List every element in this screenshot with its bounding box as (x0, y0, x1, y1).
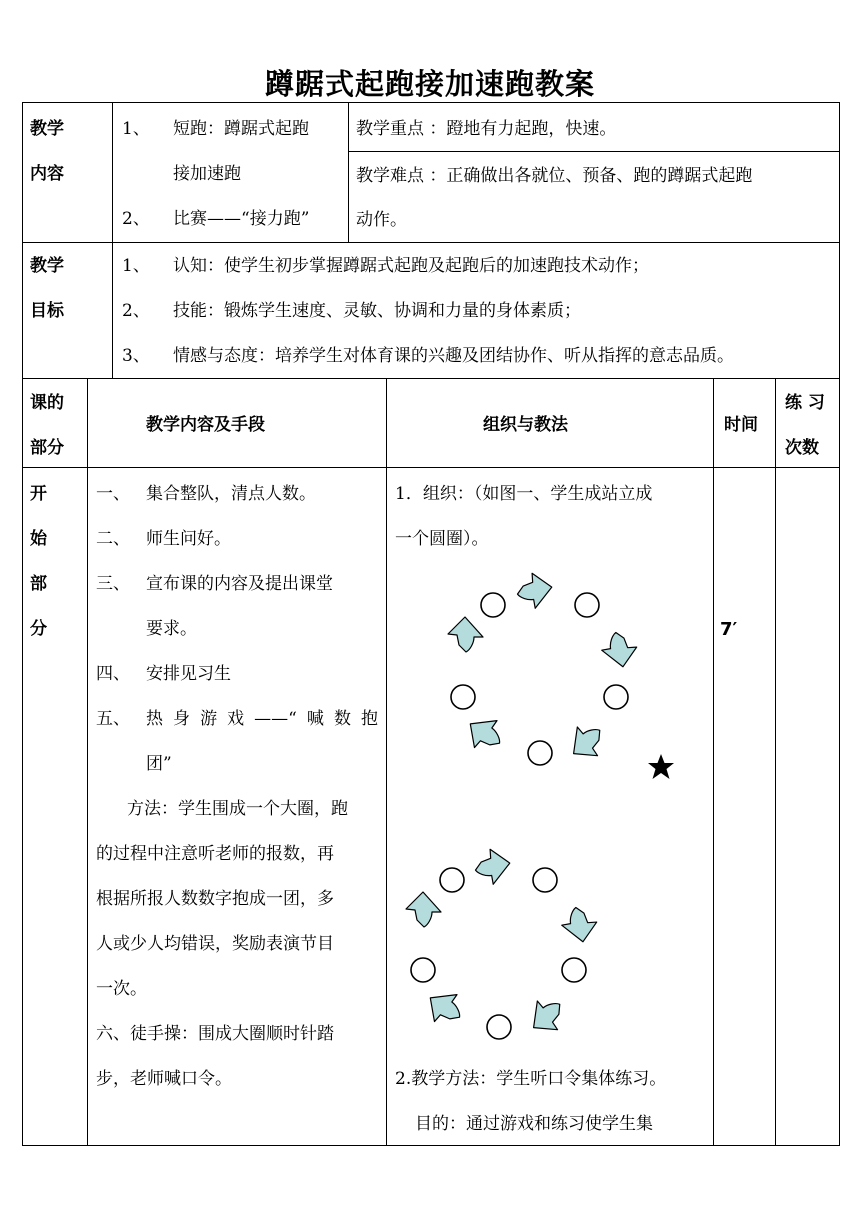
step-num: 四、 (96, 664, 130, 684)
method-text: 人或少人均错误，奖励表演节目 (96, 934, 334, 954)
goal-label: 教学 (30, 256, 64, 276)
curved-arrow-icon (559, 904, 600, 945)
curved-arrow-icon (472, 846, 513, 887)
curved-arrow-icon (599, 629, 640, 670)
step-text: 集合整队，清点人数。 (146, 484, 316, 504)
goal-num: 3、 (122, 346, 150, 366)
step6-text: 六、徒手操：围成大圈顺时针踏 (96, 1024, 334, 1044)
step-num: 一、 (96, 484, 130, 504)
content-label: 内容 (30, 164, 64, 184)
org-text: 一个圆圈）。 (395, 529, 489, 549)
student-circle-icon (575, 593, 599, 617)
content-label: 教学 (30, 119, 64, 139)
method-text: 的过程中注意听老师的报数，再 (96, 844, 334, 864)
org-method: 2.教学方法：学生听口令集体练习。 (395, 1069, 667, 1089)
student-circle-icon (440, 868, 464, 892)
goal-item: 认知：使学生初步掌握蹲踞式起跑及起跑后的加速跑技术动作； (173, 256, 649, 276)
curved-arrow-icon (562, 717, 611, 766)
header-content: 教学内容及手段 (146, 415, 265, 435)
goal-num: 1、 (122, 256, 150, 276)
step-num: 三、 (96, 574, 130, 594)
content-num: 1、 (122, 119, 150, 139)
difficulty: 动作。 (356, 210, 407, 230)
curved-arrow-icon (461, 709, 510, 758)
part-name: 部 (30, 574, 47, 594)
step-text: 热身游戏——“喊数抱 (146, 709, 378, 729)
student-circle-icon (533, 868, 557, 892)
curved-arrow-icon (421, 983, 470, 1032)
part-name: 始 (30, 529, 47, 549)
step-num: 二、 (96, 529, 130, 549)
student-circle-icon (528, 741, 552, 765)
step-num: 五、 (96, 709, 130, 729)
goal-label: 目标 (30, 301, 64, 321)
student-circle-icon (451, 685, 475, 709)
student-circle-icon (411, 958, 435, 982)
key-point: 教学重点 ：蹬地有力起跑，快速。 (356, 119, 617, 139)
curved-arrow-icon (514, 570, 555, 611)
content-item: 短跑：蹲踞式起跑 (173, 119, 309, 139)
part-name: 分 (30, 619, 47, 639)
method-text: 方法：学生围成一个大圈，跑 (127, 799, 348, 819)
curved-arrow-icon (522, 991, 571, 1040)
header-part: 课的 (30, 393, 64, 413)
goal-item: 技能：锻炼学生速度、灵敏、协调和力量的身体素质； (173, 301, 581, 321)
header-count: 次数 (785, 438, 819, 458)
time-value: 7′ (720, 619, 738, 640)
step6-text: 步，老师喊口令。 (96, 1069, 232, 1089)
curved-arrow-icon (448, 617, 483, 652)
page-title: 蹲踞式起跑接加速跑教案 (264, 67, 595, 101)
content-num: 2、 (122, 209, 150, 229)
org-text: 1．组织：（如图一、学生成站立成 (395, 484, 653, 504)
step-text: 安排见习生 (146, 664, 231, 684)
header-part: 部分 (30, 438, 64, 458)
content-item: 接加速跑 (173, 164, 241, 184)
content-item: 比赛——“接力跑” (173, 209, 310, 229)
curved-arrow-icon (406, 892, 441, 927)
student-circle-icon (562, 958, 586, 982)
header-time: 时间 (724, 415, 758, 435)
student-circle-icon (604, 685, 628, 709)
step-text: 师生问好。 (146, 529, 231, 549)
step-text: 团” (146, 754, 172, 774)
goal-item: 情感与态度：培养学生对体育课的兴趣及团结协作、听从指挥的意志品质。 (173, 346, 734, 366)
goal-num: 2、 (122, 301, 150, 321)
org-purpose: 目的：通过游戏和练习使学生集 (415, 1114, 653, 1134)
method-text: 根据所报人数数字抱成一团，多 (96, 889, 334, 909)
step-text: 宣布课的内容及提出课堂 (146, 574, 333, 594)
student-circle-icon (481, 593, 505, 617)
part-name: 开 (30, 484, 47, 504)
step-text: 要求。 (146, 619, 197, 639)
header-count: 练 习 (785, 393, 825, 413)
student-circle-icon (487, 1015, 511, 1039)
difficulty: 教学难点 ：正确做出各就位、预备、跑的蹲踞式起跑 (356, 166, 753, 186)
teacher-star-icon (648, 754, 674, 779)
method-text: 一次。 (96, 979, 147, 999)
header-org: 组织与教法 (483, 415, 568, 435)
